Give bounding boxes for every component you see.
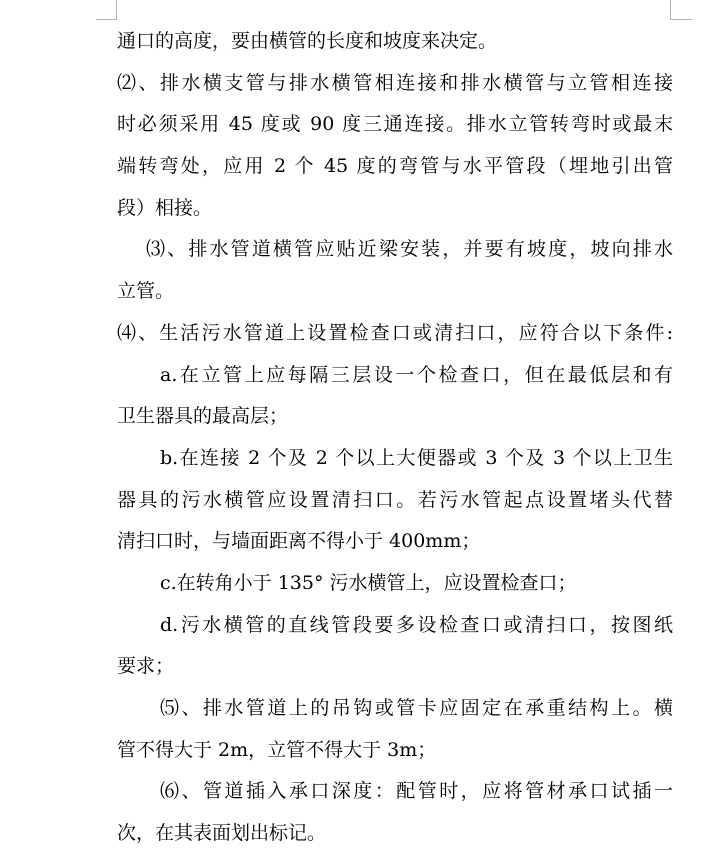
text-line: a.在立管上应每隔三层设一个检查口，但在最低层和有 (160, 363, 673, 386)
text-line: b.在连接 2 个及 2 个以上大便器或 3 个及 3 个以上卫生 (160, 446, 673, 469)
document-body[interactable] (117, 21, 673, 855)
text-line: ⑵、排水横支管与排水横管相连接和排水横管与立管相连接 (117, 71, 673, 94)
text-line: c.在转角小于 135° 污水横管上，应设置检查口； (160, 571, 577, 594)
text-line: 要求； (117, 655, 175, 678)
text-line: 次，在其表面划出标记。 (117, 822, 327, 845)
text-line: ⑷、生活污水管道上设置检查口或清扫口，应符合以下条件: (117, 321, 673, 344)
crop-mark-top-right-vertical (670, 0, 671, 20)
text-line: 段）相接。 (117, 196, 213, 219)
text-line: 卫生器具的最高层； (117, 405, 289, 428)
text-line: 清扫口时，与墙面距离不得小于 400mm； (117, 530, 481, 553)
text-line: 通口的高度，要由横管的长度和坡度来决定。 (117, 30, 498, 52)
text-line: 管不得大于 2m，立管不得大于 3m； (117, 738, 437, 761)
text-line: ⑹、管道插入承口深度：配管时，应将管材承口试插一 (160, 780, 673, 803)
text-line: d.污水横管的直线管段要多设检查口或清扫口，按图纸 (160, 613, 673, 636)
text-line: 端转弯处，应用 2 个 45 度的弯管与水平管段（埋地引出管 (117, 155, 673, 178)
text-line: ⑸、排水管道上的吊钩或管卡应固定在承重结构上。横 (160, 697, 673, 719)
text-line: 器具的污水横管应设置清扫口。若污水管起点设置堵头代替 (117, 488, 673, 511)
crop-mark-top-right-horizontal (670, 19, 692, 20)
crop-mark-top-left-vertical (116, 0, 117, 20)
text-line: 立管。 (117, 280, 175, 303)
text-line: ⑶、排水管道横管应贴近梁安装，并要有坡度，坡向排水 (146, 238, 673, 261)
crop-mark-top-left-horizontal (96, 19, 117, 20)
text-line: 时必须采用 45 度或 90 度三通连接。排水立管转弯时或最末 (117, 113, 673, 136)
